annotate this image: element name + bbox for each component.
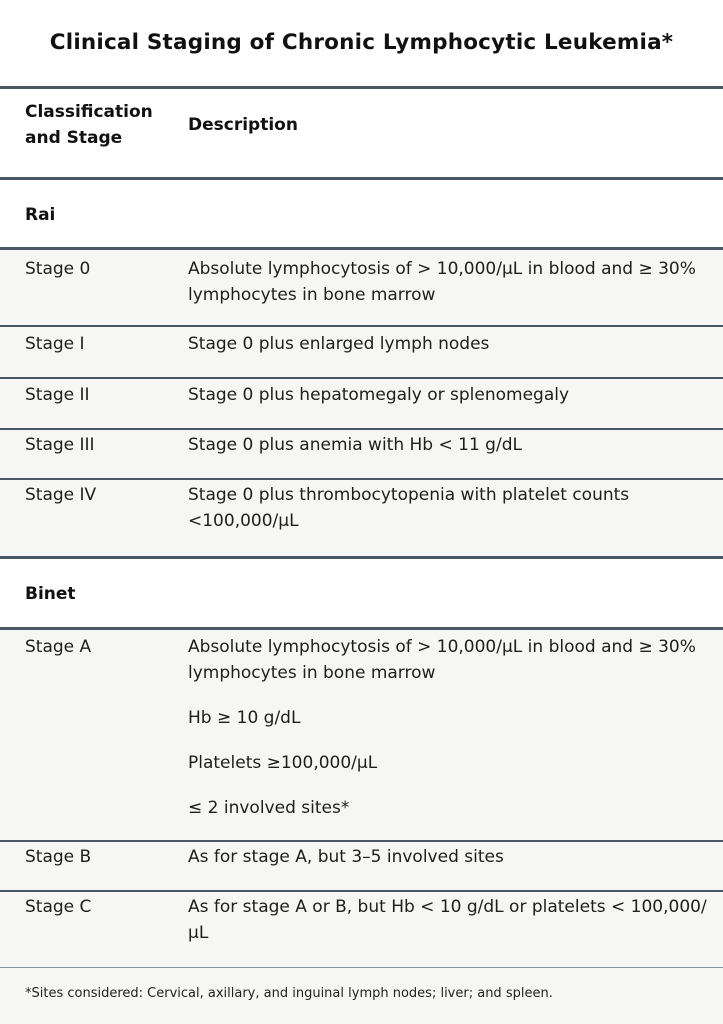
description-cell: Absolute lymphocytosis of > 10,000/µL in blood and ≥ 30% lymphocytes in bone marrow	[188, 259, 696, 305]
stage-cell: Stage A	[25, 637, 92, 657]
stage-cell: Stage IV	[25, 485, 97, 505]
table-row	[0, 250, 723, 325]
section-title-rai: Rai	[25, 205, 56, 225]
description-cell: Stage 0 plus anemia with Hb < 11 g/dL	[188, 435, 522, 455]
stage-cell: Stage II	[25, 385, 90, 405]
table-title: Clinical Staging of Chronic Lymphocytic Leukemia*	[49, 30, 674, 55]
table-header-row	[0, 89, 723, 177]
description-cell: Stage 0 plus enlarged lymph nodes	[188, 334, 490, 354]
table-row	[0, 480, 723, 556]
table-row	[0, 842, 723, 890]
section-title-binet: Binet	[25, 584, 76, 604]
stage-cell: Stage 0	[25, 259, 91, 279]
description-cell: As for stage A or B, but Hb < 10 g/dL or platelets < 100,000/ µL	[188, 897, 707, 943]
table-row	[0, 892, 723, 967]
description-cell: Stage 0 plus hepatomegaly or splenomegaly	[188, 385, 570, 405]
stage-cell: Stage B	[25, 847, 92, 867]
table-row	[0, 379, 723, 428]
description-cell: Stage 0 plus thrombocytopenia with platelet counts <100,000/µL	[188, 485, 630, 531]
stage-cell: Stage III	[25, 435, 95, 455]
stage-cell: Stage I	[25, 334, 85, 354]
section-row-rai	[0, 180, 723, 247]
table-row	[0, 327, 723, 377]
header-classification: Classification and Stage	[25, 102, 153, 148]
table-row	[0, 630, 723, 840]
stage-cell: Stage C	[25, 897, 92, 917]
table-row	[0, 430, 723, 478]
header-description: Description	[188, 115, 298, 135]
footnote: *Sites considered: Cervical, axillary, and inguinal lymph nodes; liver; and spleen.	[25, 986, 553, 1001]
section-row-binet	[0, 559, 723, 627]
description-cell: As for stage A, but 3–5 involved sites	[188, 847, 504, 867]
description-cell: Absolute lymphocytosis of > 10,000/µL in blood and ≥ 30% lymphocytes in bone marrow Hb ≥ 10 g/dL Platelets ≥100,000/µL ≤ 2 involved sites*	[188, 637, 696, 818]
